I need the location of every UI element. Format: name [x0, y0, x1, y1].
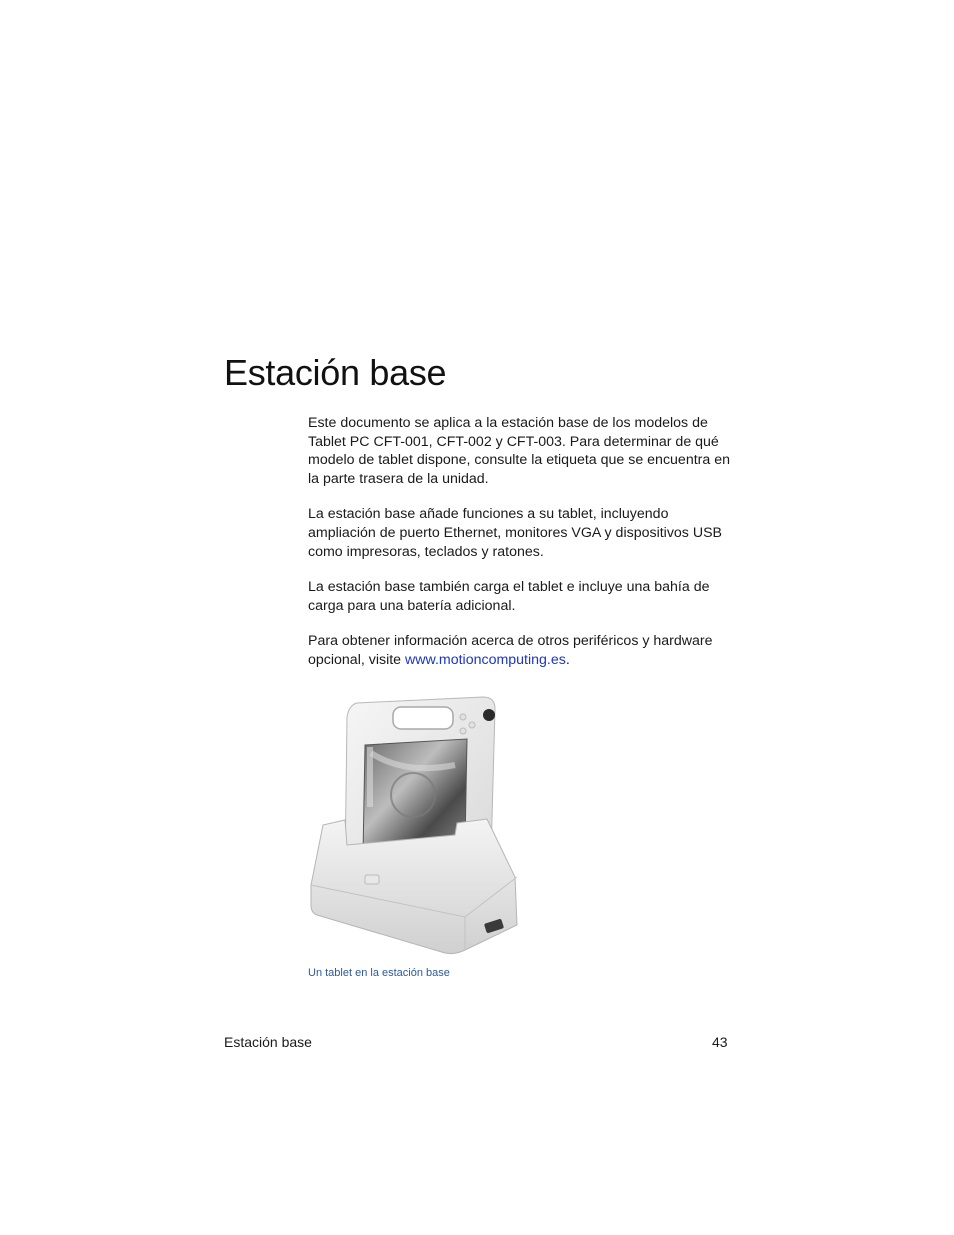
footer-page-number: 43 [712, 1034, 728, 1050]
more-info-period: . [565, 651, 570, 668]
tablet-in-dock-image [305, 695, 530, 960]
paragraph-more-info [308, 632, 738, 669]
footer-section-name: Estación base [224, 1034, 312, 1050]
tablet-pen-tip [483, 709, 495, 721]
figure-caption: Un tablet en la estación base [308, 967, 450, 979]
tablet-handle [393, 707, 453, 729]
website-link[interactable]: www.motioncomputing.es [405, 651, 566, 668]
body-text [308, 414, 738, 687]
more-info-text: Para obtener información acerca de otros periféricos y hardware opcional, visite [308, 633, 713, 668]
page-title: Estación base [224, 352, 447, 393]
paragraph-features: La estación base añade funciones a su tablet, incluyendo ampliación de puerto Ethernet, monitores VGA y dispositivos USB como impresoras, teclados y ratones. [308, 506, 723, 560]
paragraph-intro: Este documento se aplica a la estación base de los modelos de Tablet PC CFT-001, CFT-002 y CFT-003. Para determinar de qué modelo de tablet dispone, consulte la etiqueta que se encuentra en la parte trasera de la unidad. [308, 415, 730, 487]
paragraph-charging: La estación base también carga el tablet e incluye una bahía de carga para una batería adicional. [308, 579, 710, 614]
dock-base [311, 819, 517, 954]
